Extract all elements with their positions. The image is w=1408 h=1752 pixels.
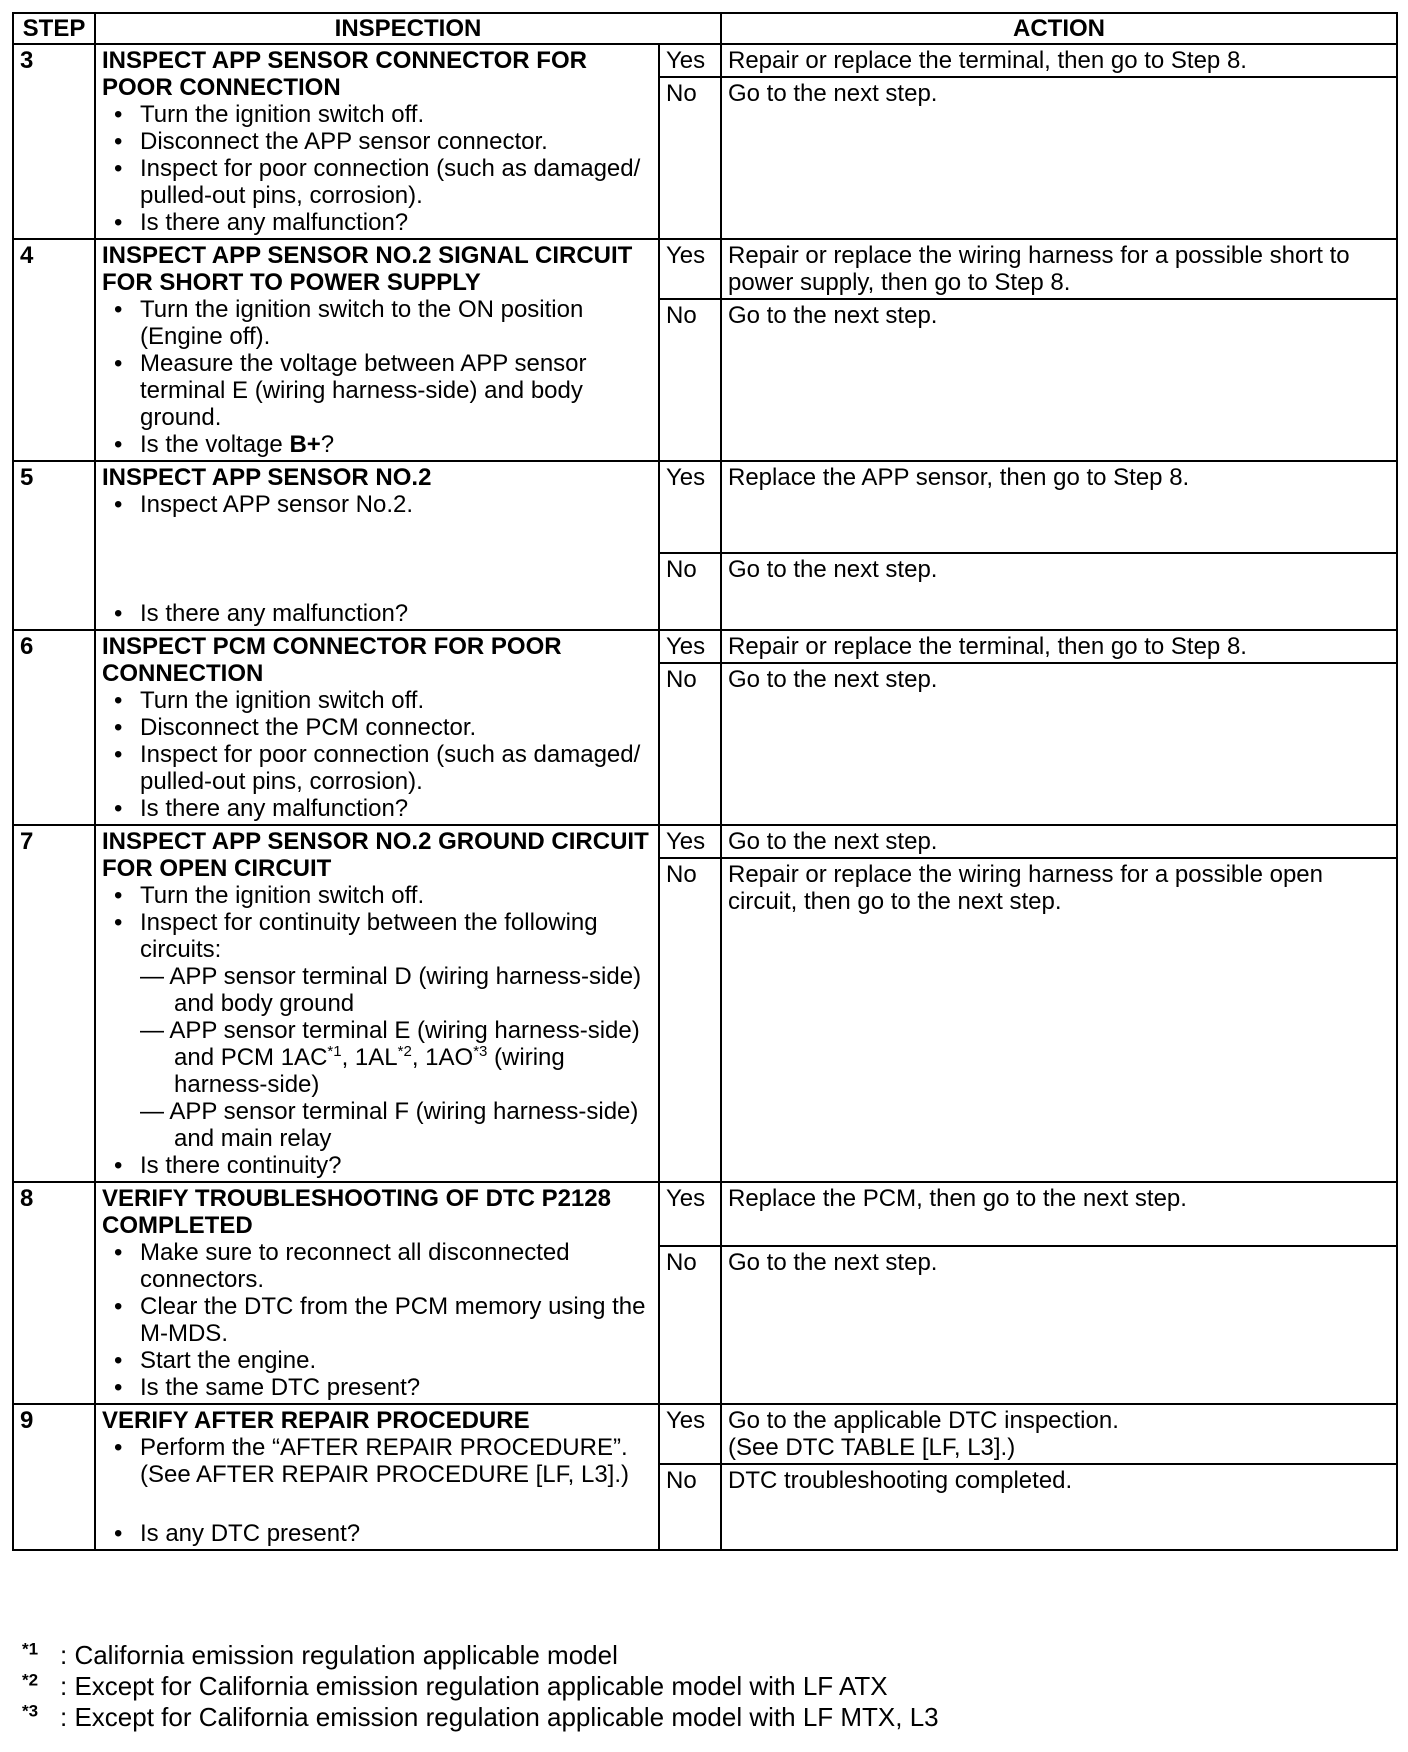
yes-action-reference: (See DTC TABLE [LF, L3].) (728, 1434, 1016, 1461)
yes-label: Yes (659, 239, 721, 299)
inspection-cell (95, 825, 659, 1182)
table-row-step-9 (13, 1404, 1397, 1464)
inspection-title: VERIFY AFTER REPAIR PROCEDURE (102, 1407, 530, 1434)
header-inspection: INSPECTION (95, 13, 721, 44)
step-number: 4 (13, 239, 95, 461)
yes-action: Repair or replace the terminal, then go to Step 8. (721, 44, 1397, 77)
inspection-title: VERIFY TROUBLESHOOTING OF DTC P2128 COMPLETED (102, 1185, 611, 1239)
inspection-cell (95, 1404, 659, 1550)
list-item: • Inspect APP sensor No.2. (128, 491, 652, 518)
inspection-list (102, 882, 652, 1179)
circuit-text: APP sensor terminal D (wiring harness-side) and body ground (169, 963, 642, 1017)
no-action: Go to the next step. (721, 299, 1397, 461)
no-label: No (659, 1246, 721, 1404)
dash-mark: — (140, 963, 164, 990)
no-action: Go to the next step. (721, 1246, 1397, 1404)
list-item: • Disconnect the PCM connector. (128, 714, 652, 741)
list-item: • Turn the ignition switch off. (128, 101, 652, 128)
step-number: 8 (13, 1182, 95, 1404)
yes-action (721, 1404, 1397, 1464)
voltage-question-suffix: ? (320, 431, 335, 458)
list-item: • Perform the “AFTER REPAIR PROCEDURE”. (See AFTER REPAIR PROCEDURE [LF, L3].) (128, 1434, 652, 1488)
list-item: • Turn the ignition switch off. (128, 882, 652, 909)
yes-label: Yes (659, 825, 721, 858)
list-item: • Is there continuity? (128, 1152, 652, 1179)
footnote-text: : Except for California emission regulation applicable model with LF MTX, L3 (60, 1702, 939, 1732)
yes-label: Yes (659, 44, 721, 77)
footnote-mark-text: *3 (22, 1701, 39, 1721)
footnote (22, 1702, 939, 1733)
circuit-text-d: (wiring harness-side) (174, 1044, 565, 1098)
inspection-title: INSPECT APP SENSOR NO.2 GROUND CIRCUIT FOR OPEN CIRCUIT (102, 828, 649, 882)
yes-action: Replace the PCM, then go to the next step. (721, 1182, 1397, 1246)
inspection-cell (95, 461, 659, 630)
circuit-list (140, 963, 652, 1152)
list-item: • Clear the DTC from the PCM memory using the M-MDS. (128, 1293, 652, 1347)
yes-action: Go to the next step. (721, 825, 1397, 858)
troubleshooting-table (12, 12, 1398, 1551)
footnote-mark-text: *1 (22, 1639, 39, 1659)
list-item: • Is there any malfunction? (128, 600, 652, 627)
table-row-step-4 (13, 239, 1397, 299)
no-action: Repair or replace the wiring harness for a possible open circuit, then go to the next step. (721, 858, 1397, 1182)
circuit-text: APP sensor terminal F (wiring harness-side) and main relay (169, 1098, 639, 1152)
list-item: • Is there any malfunction? (128, 209, 652, 236)
step-number: 9 (13, 1404, 95, 1550)
inspection-title: INSPECT APP SENSOR NO.2 SIGNAL CIRCUIT FOR SHORT TO POWER SUPPLY (102, 242, 633, 296)
yes-action: Replace the APP sensor, then go to Step 8. (721, 461, 1397, 553)
list-item: • Turn the ignition switch off. (128, 687, 652, 714)
footnote (22, 1671, 939, 1702)
no-label: No (659, 553, 721, 630)
footnote-mark (22, 1671, 60, 1702)
footnote-ref-2: *2 (397, 1043, 412, 1060)
inspection-list (102, 101, 652, 236)
yes-action-line: Go to the applicable DTC inspection. (728, 1407, 1119, 1434)
table-row-step-7 (13, 825, 1397, 858)
circuit-text-a: APP sensor terminal E (wiring harness-side) and PCM 1AC (169, 1017, 640, 1071)
list-item: • Measure the voltage between APP sensor terminal E (wiring harness-side) and body ground. (128, 350, 652, 431)
table-row-step-5 (13, 461, 1397, 553)
footnote-mark (22, 1702, 60, 1733)
yes-label: Yes (659, 630, 721, 663)
yes-label: Yes (659, 1404, 721, 1464)
circuit-item (140, 1017, 652, 1098)
table-row-step-8 (13, 1182, 1397, 1246)
step-number: 3 (13, 44, 95, 239)
yes-label: Yes (659, 461, 721, 553)
no-label: No (659, 77, 721, 239)
yes-action: Repair or replace the wiring harness for a possible short to power supply, then go to Step 8. (721, 239, 1397, 299)
list-item: • Disconnect the APP sensor connector. (128, 128, 652, 155)
footnote-text: : Except for California emission regulation applicable model with LF ATX (60, 1671, 888, 1701)
inspection-list (102, 687, 652, 822)
no-action: Go to the next step. (721, 553, 1397, 630)
circuit-item (140, 963, 652, 1017)
no-action: Go to the next step. (721, 77, 1397, 239)
table-row-step-6 (13, 630, 1397, 663)
circuit-item (140, 1098, 652, 1152)
list-item: • Is the same DTC present? (128, 1374, 652, 1401)
footnote-ref-1: *1 (327, 1043, 342, 1060)
no-label: No (659, 663, 721, 825)
inspection-title: INSPECT APP SENSOR NO.2 (102, 464, 432, 491)
header-action: ACTION (721, 13, 1397, 44)
inspection-list (102, 1239, 652, 1401)
no-action: DTC troubleshooting completed. (721, 1464, 1397, 1550)
inspection-cell (95, 1182, 659, 1404)
inspection-list (102, 296, 652, 458)
voltage-question-prefix: Is the voltage (140, 431, 290, 458)
voltage-value: B+ (289, 431, 321, 458)
footnote-mark (22, 1640, 60, 1671)
list-item: • Start the engine. (128, 1347, 652, 1374)
footnote-text: : California emission regulation applicable model (60, 1640, 618, 1670)
continuity-lead-text: Inspect for continuity between the following circuits: (140, 909, 598, 963)
list-item: • Inspect for poor connection (such as damaged/ pulled-out pins, corrosion). (128, 741, 652, 795)
footnote (22, 1640, 939, 1671)
inspection-cell (95, 44, 659, 239)
table-header-row (13, 13, 1397, 44)
list-item: • Is any DTC present? (128, 1520, 652, 1547)
table-row-step-3 (13, 44, 1397, 77)
step-number: 7 (13, 825, 95, 1182)
list-item: • Make sure to reconnect all disconnected connectors. (128, 1239, 652, 1293)
list-item: • Is there any malfunction? (128, 795, 652, 822)
list-item: • Turn the ignition switch to the ON position (Engine off). (128, 296, 652, 350)
header-step: STEP (13, 13, 95, 44)
inspection-list (102, 491, 652, 627)
inspection-title: INSPECT PCM CONNECTOR FOR POOR CONNECTION (102, 633, 562, 687)
step-number: 6 (13, 630, 95, 825)
list-item (128, 909, 652, 1152)
no-label: No (659, 1464, 721, 1550)
inspection-title: INSPECT APP SENSOR CONNECTOR FOR POOR CONNECTION (102, 47, 587, 101)
no-label: No (659, 858, 721, 1182)
dash-mark: — (140, 1017, 164, 1044)
footnotes (22, 1640, 939, 1733)
list-item (128, 431, 652, 458)
no-action: Go to the next step. (721, 663, 1397, 825)
yes-label: Yes (659, 1182, 721, 1246)
inspection-list (102, 1434, 652, 1547)
inspection-cell (95, 630, 659, 825)
yes-action: Repair or replace the terminal, then go to Step 8. (721, 630, 1397, 663)
circuit-text-c: , 1AO (411, 1044, 474, 1071)
no-label: No (659, 299, 721, 461)
footnote-mark-text: *2 (22, 1670, 39, 1690)
step-number: 5 (13, 461, 95, 630)
footnote-ref-3: *3 (473, 1043, 488, 1060)
dash-mark: — (140, 1098, 164, 1125)
circuit-text-b: , 1AL (341, 1044, 398, 1071)
inspection-cell (95, 239, 659, 461)
list-item: • Inspect for poor connection (such as damaged/ pulled-out pins, corrosion). (128, 155, 652, 209)
